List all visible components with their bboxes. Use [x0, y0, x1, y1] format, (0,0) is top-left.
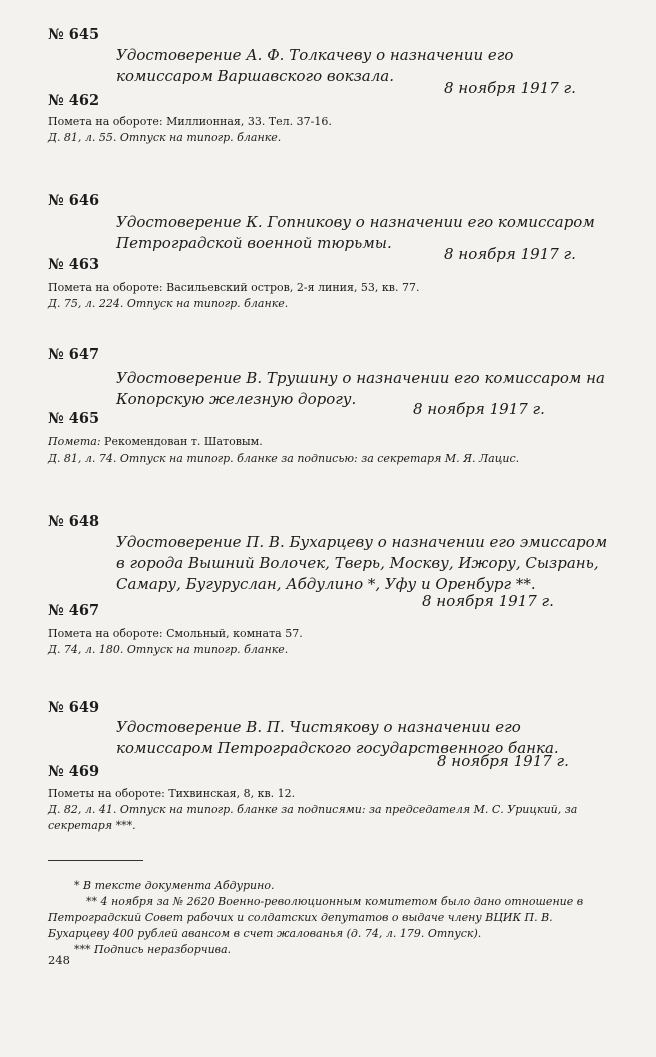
doc-title-647: Удостоверение В. Трушину о назначении его комиссаром на Копорскую железную дорогу. [116, 369, 605, 408]
doc-title-646: Удостоверение К. Гопникову о назначении его комиссаром Петроградской военной тюрьмы. [116, 213, 595, 252]
doc-date-648: 8 ноября 1917 г. [422, 592, 554, 610]
ref-number-463: № 463 [48, 256, 100, 273]
footnote-2: ** 4 ноября за № 2620 Военно-революционным комитетом было дано отношение в Петроградский Совет рабочих и солдатских депутатов о выдаче члену ВЦИК П. В. Бухарцеву 400 рублей авансом в счет жалованья (д. 74, л. 179. Отпуск). [48, 895, 584, 940]
doc-date-645: 8 ноября 1917 г. [444, 79, 576, 97]
note-649: Пометы на обороте: Тихвинская, 8, кв. 12. [48, 787, 296, 800]
footnote-3: *** Подпись неразборчива. [74, 943, 232, 956]
doc-number-646: № 646 [48, 192, 100, 209]
doc-date-649: 8 ноября 1917 г. [437, 752, 569, 770]
doc-title-649: Удостоверение В. П. Чистякову о назначении его комиссаром Петроградского государственного банка. [116, 718, 559, 757]
ref-number-462: № 462 [48, 92, 100, 109]
note-647: Помета: Рекомендован т. Шатовым. [48, 435, 263, 448]
archive-646: Д. 75, л. 224. Отпуск на типогр. бланке. [48, 297, 289, 310]
note-645: Помета на обороте: Миллионная, 33. Тел. 37-16. [48, 115, 332, 128]
footnote-rule [48, 860, 143, 861]
doc-date-647: 8 ноября 1917 г. [413, 400, 545, 418]
archive-647: Д. 81, л. 74. Отпуск на типогр. бланке за подписью: за секретаря М. Я. Лацис. [48, 452, 520, 465]
doc-number-645: № 645 [48, 26, 100, 43]
ref-number-465: № 465 [48, 410, 100, 427]
note-648: Помета на обороте: Смольный, комната 57. [48, 627, 303, 640]
ref-number-469: № 469 [48, 763, 100, 780]
doc-date-646: 8 ноября 1917 г. [444, 245, 576, 263]
archive-648: Д. 74, л. 180. Отпуск на типогр. бланке. [48, 643, 289, 656]
doc-number-648: № 648 [48, 513, 100, 530]
page-number: 248 [48, 953, 70, 967]
archive-645: Д. 81, л. 55. Отпуск на типогр. бланке. [48, 131, 282, 144]
note-646: Помета на обороте: Васильевский остров, 2-я линия, 53, кв. 77. [48, 281, 420, 294]
footnote-1: * В тексте документа Абдурино. [74, 879, 275, 892]
doc-title-648: Удостоверение П. В. Бухарцеву о назначении его эмиссаром в города Вышний Волочек, Тверь, Москву, Ижору, Сызрань, Самару, Бугуруслан, Абдулино *, Уфу и Оренбург **. [116, 533, 608, 593]
archive-649: Д. 82, л. 41. Отпуск на типогр. бланке за подписями: за председателя М. С. Урицкий, за секретаря ***. [48, 803, 578, 832]
doc-title-645: Удостоверение А. Ф. Толкачеву о назначении его комиссаром Варшавского вокзала. [116, 46, 514, 85]
doc-number-647: № 647 [48, 346, 100, 363]
ref-number-467: № 467 [48, 602, 100, 619]
doc-number-649: № 649 [48, 699, 100, 716]
